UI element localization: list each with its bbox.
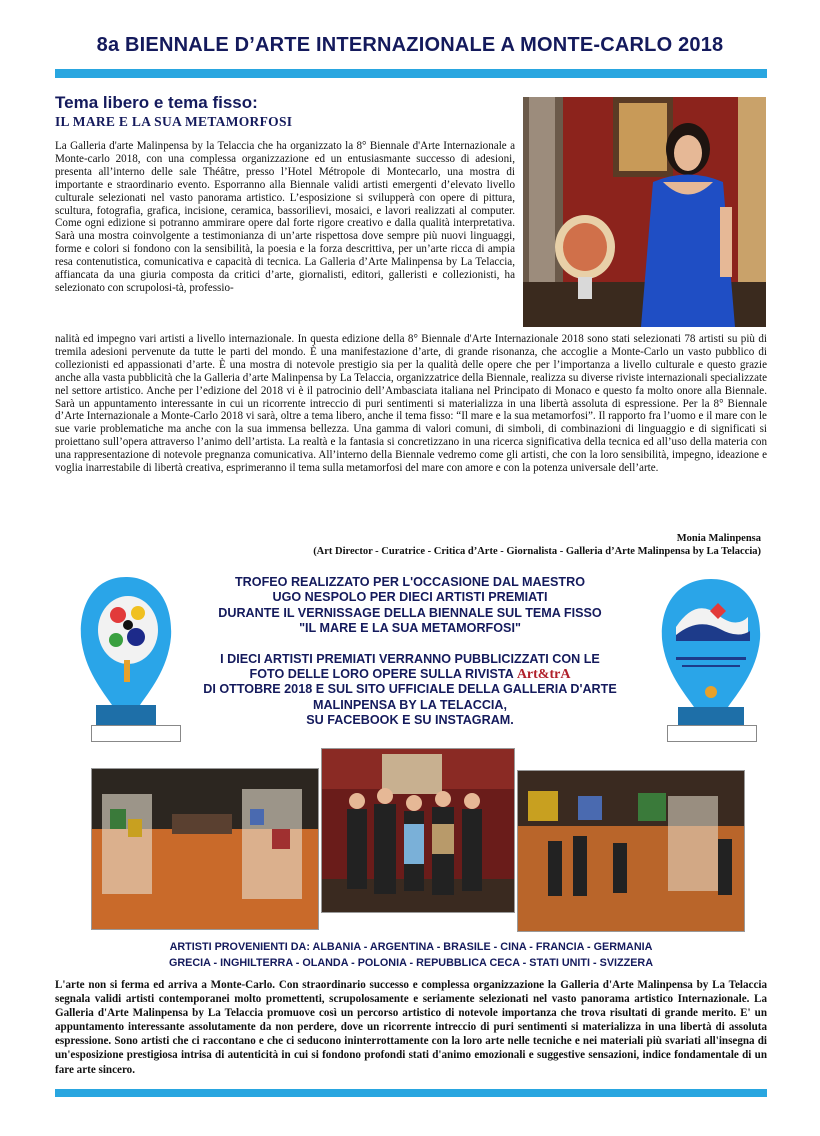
top-divider xyxy=(55,69,767,78)
portrait-photo xyxy=(523,97,766,327)
signature-name: Monia Malinpensa xyxy=(676,533,761,544)
page-title: 8a BIENNALE D’ARTE INTERNAZIONALE A MONTE-CARLO 2018 xyxy=(96,34,724,56)
notice-line: MALINPENSA BY LA TELACCIA, xyxy=(312,697,508,712)
article-paragraph-1: La Galleria d'arte Malinpensa by la Telaccia che ha organizzato la 8° Biennale d'Arte Internazionale a Monte-carlo 2018, con una complessa organizzazione ed un entusiasmante successo di adesioni, presenta all’interno delle sale Théâtre, presso l’Hotel Métropole di Montecarlo, una mostra di importante e straordinario evento. Esporranno alla Biennale validi artisti emergenti d’elevato livello culturale selezionati nel vasto panorama artistico. L’esposizione si svilupperà con opere di pittura, scultura, fotografia, grafica, incisione, ceramica, bassorilievi, mosaici, e lavori realizzati al computer. Come ogni edizione si potranno ammirare opere dal forte rigore creativo e dalla qualità interpretativa. Sarà una mostra coinvolgente a testimonianza di un’arte rispettosa dove sempre più nuovi linguaggi, forme e colori si fondono con la sensibilità, la poesia e la forza descrittiva, per un’arte ricca di ampia resa contenutistica, comunicativa e capacità di tecnica. La Galleria d’Arte Malinpensa by La Telaccia, affiancata da una giuria composta da critici d’arte, giornalisti, editori, galleristi e collezionisti, ha selezionato con scrupolosi-tà, professio- xyxy=(55,140,515,294)
countries-line-2: GRECIA - INGHILTERRA - OLANDA - POLONIA - REPUBBLICA CECA - STATI UNITI - SVIZZERA xyxy=(168,957,654,969)
theme-subheading: IL MARE E LA SUA METAMORFOSI xyxy=(55,114,293,129)
notice-line: DURANTE IL VERNISSAGE DELLA BIENNALE SUL TEMA FISSO xyxy=(218,605,602,620)
trophy-left-image xyxy=(78,575,174,725)
closing-paragraph: L'arte non si ferma ed arriva a Monte-Carlo. Con straordinario successo e complessa organizzazione la Galleria d'Arte Malinpensa by La Telaccia segnala validi artisti contemporanei molto promettenti, scrupolosamente e seriamente selezionati nel vasto panorama artistico Internazionale. La Galleria d'Arte Malinpensa by La Telaccia promuove così un percorso artistico di notevole importanza che trova risultati di grande merito. E' un appuntamento interessante assolutamente da non perdere, dove un ricorrente intreccio di puri sentimenti si materializza in una libertà di assoluta espressione. Sono artisti che ci raccontano e che ci seducono ininterrottamente con la loro arte nelle tecniche e nei materiali più svariati all'insegna di un'esposizione prestigiosa intrisa di autenticità in cui si fondono profondi stati d'animo emozionali e suggestive sensazioni, indice fondamentale di un fare arte sincero. xyxy=(55,979,767,1076)
notice-line-prefix: FOTO DELLE LORO OPERE SULLA RIVISTA xyxy=(249,667,517,682)
trophy-left-caption xyxy=(91,725,181,742)
signature-role: (Art Director - Curatrice - Critica d’Arte - Giornalista - Galleria d’Arte Malinpensa by La Telaccia) xyxy=(313,546,761,557)
countries-line-1: ARTISTI PROVENIENTI DA: ALBANIA - ARGENTINA - BRASILE - CINA - FRANCIA - GERMANIA xyxy=(169,941,653,953)
gallery-photo-center xyxy=(321,748,515,913)
gallery-photo-right xyxy=(517,770,745,932)
notice-line: I DIECI ARTISTI PREMIATI VERRANNO PUBBLICIZZATI CON LE xyxy=(220,651,600,666)
gallery-photo-left xyxy=(91,768,319,930)
article-paragraph-2: nalità ed impegno vari artisti a livello internazionale. In questa edizione della 8° Biennale d'Arte Internazionale 2018 sono stati selezionati 78 artisti su più di tremila adesioni pervenute da tutte le parti del mondo. È una manifestazione d’arte, di grande risonanza, che accoglie a Monte-Carlo un vasto pubblico di collezionisti ed appassionati d’arte. È una mostra di notevole prestigio sia per la qualità delle opere che per l’importanza a livello culturale e questo grazie anche alla vasta pubblicità che la Galleria d’arte Malinpensa by La Telaccia, organizzatrice della Biennale, realizza su diverse riviste internazionali specializzate nel settore artistico. Anche per l’edizione del 2018 vi è il patrocinio dell’Ambasciata italiana nel Principato di Monaco e questo fa molto onore alla Biennale. Sarà un appuntamento interessante in cui un ricorrente intreccio di puri sentimenti si materializza in una libertà assoluta di espressione. Per la 8° Biennale d’Arte Internazionale a Monte-Carlo 2018 vi sarà, oltre a tema libero, anche il tema fisso: “Il mare e la sua metamorfosi”. Il rapporto fra l’uomo e il mare con le sue varie problematiche ma anche con la sua immensa bellezza. Una gamma di valori comuni, di simboli, di combinazioni di linguaggio e di significati si proiettano sull’opera attraverso l’animo dell’artista. La realtà e la fantasia si concretizzano in una ricerca significativa della tecnica ed all’uso della materia con una rappresentazione di notevole pregnanza comunicativa. All’interno della Biennale vedremo come gli artisti, che con la loro sensibilità, impegno, ideazione e voglia inarrestabile di libertà creativa, esprimeranno il tema sulla metamorfosi del mare con amore e con la potenza universale dell’arte. xyxy=(55,333,767,475)
notice-line: "IL MARE E LA SUA METAMORFOSI" xyxy=(299,621,521,636)
notice-line: DI OTTOBRE 2018 E SUL SITO UFFICIALE DELLA GALLERIA D'ARTE xyxy=(203,682,617,697)
trophy-right-caption xyxy=(667,725,757,742)
trophy-notice xyxy=(185,575,635,729)
magazine-name: Art&trA xyxy=(516,667,571,683)
trophy-right-image xyxy=(658,577,764,727)
notice-line: TROFEO REALIZZATO PER L'OCCASIONE DAL MAESTRO xyxy=(234,575,586,589)
notice-line: UGO NESPOLO PER DIECI ARTISTI PREMIATI xyxy=(272,590,548,605)
notice-line: SU FACEBOOK E SU INSTAGRAM. xyxy=(306,713,514,728)
notice-line-magazine xyxy=(185,667,635,682)
bottom-divider xyxy=(55,1089,767,1097)
theme-heading: Tema libero e tema fisso: xyxy=(55,93,258,112)
